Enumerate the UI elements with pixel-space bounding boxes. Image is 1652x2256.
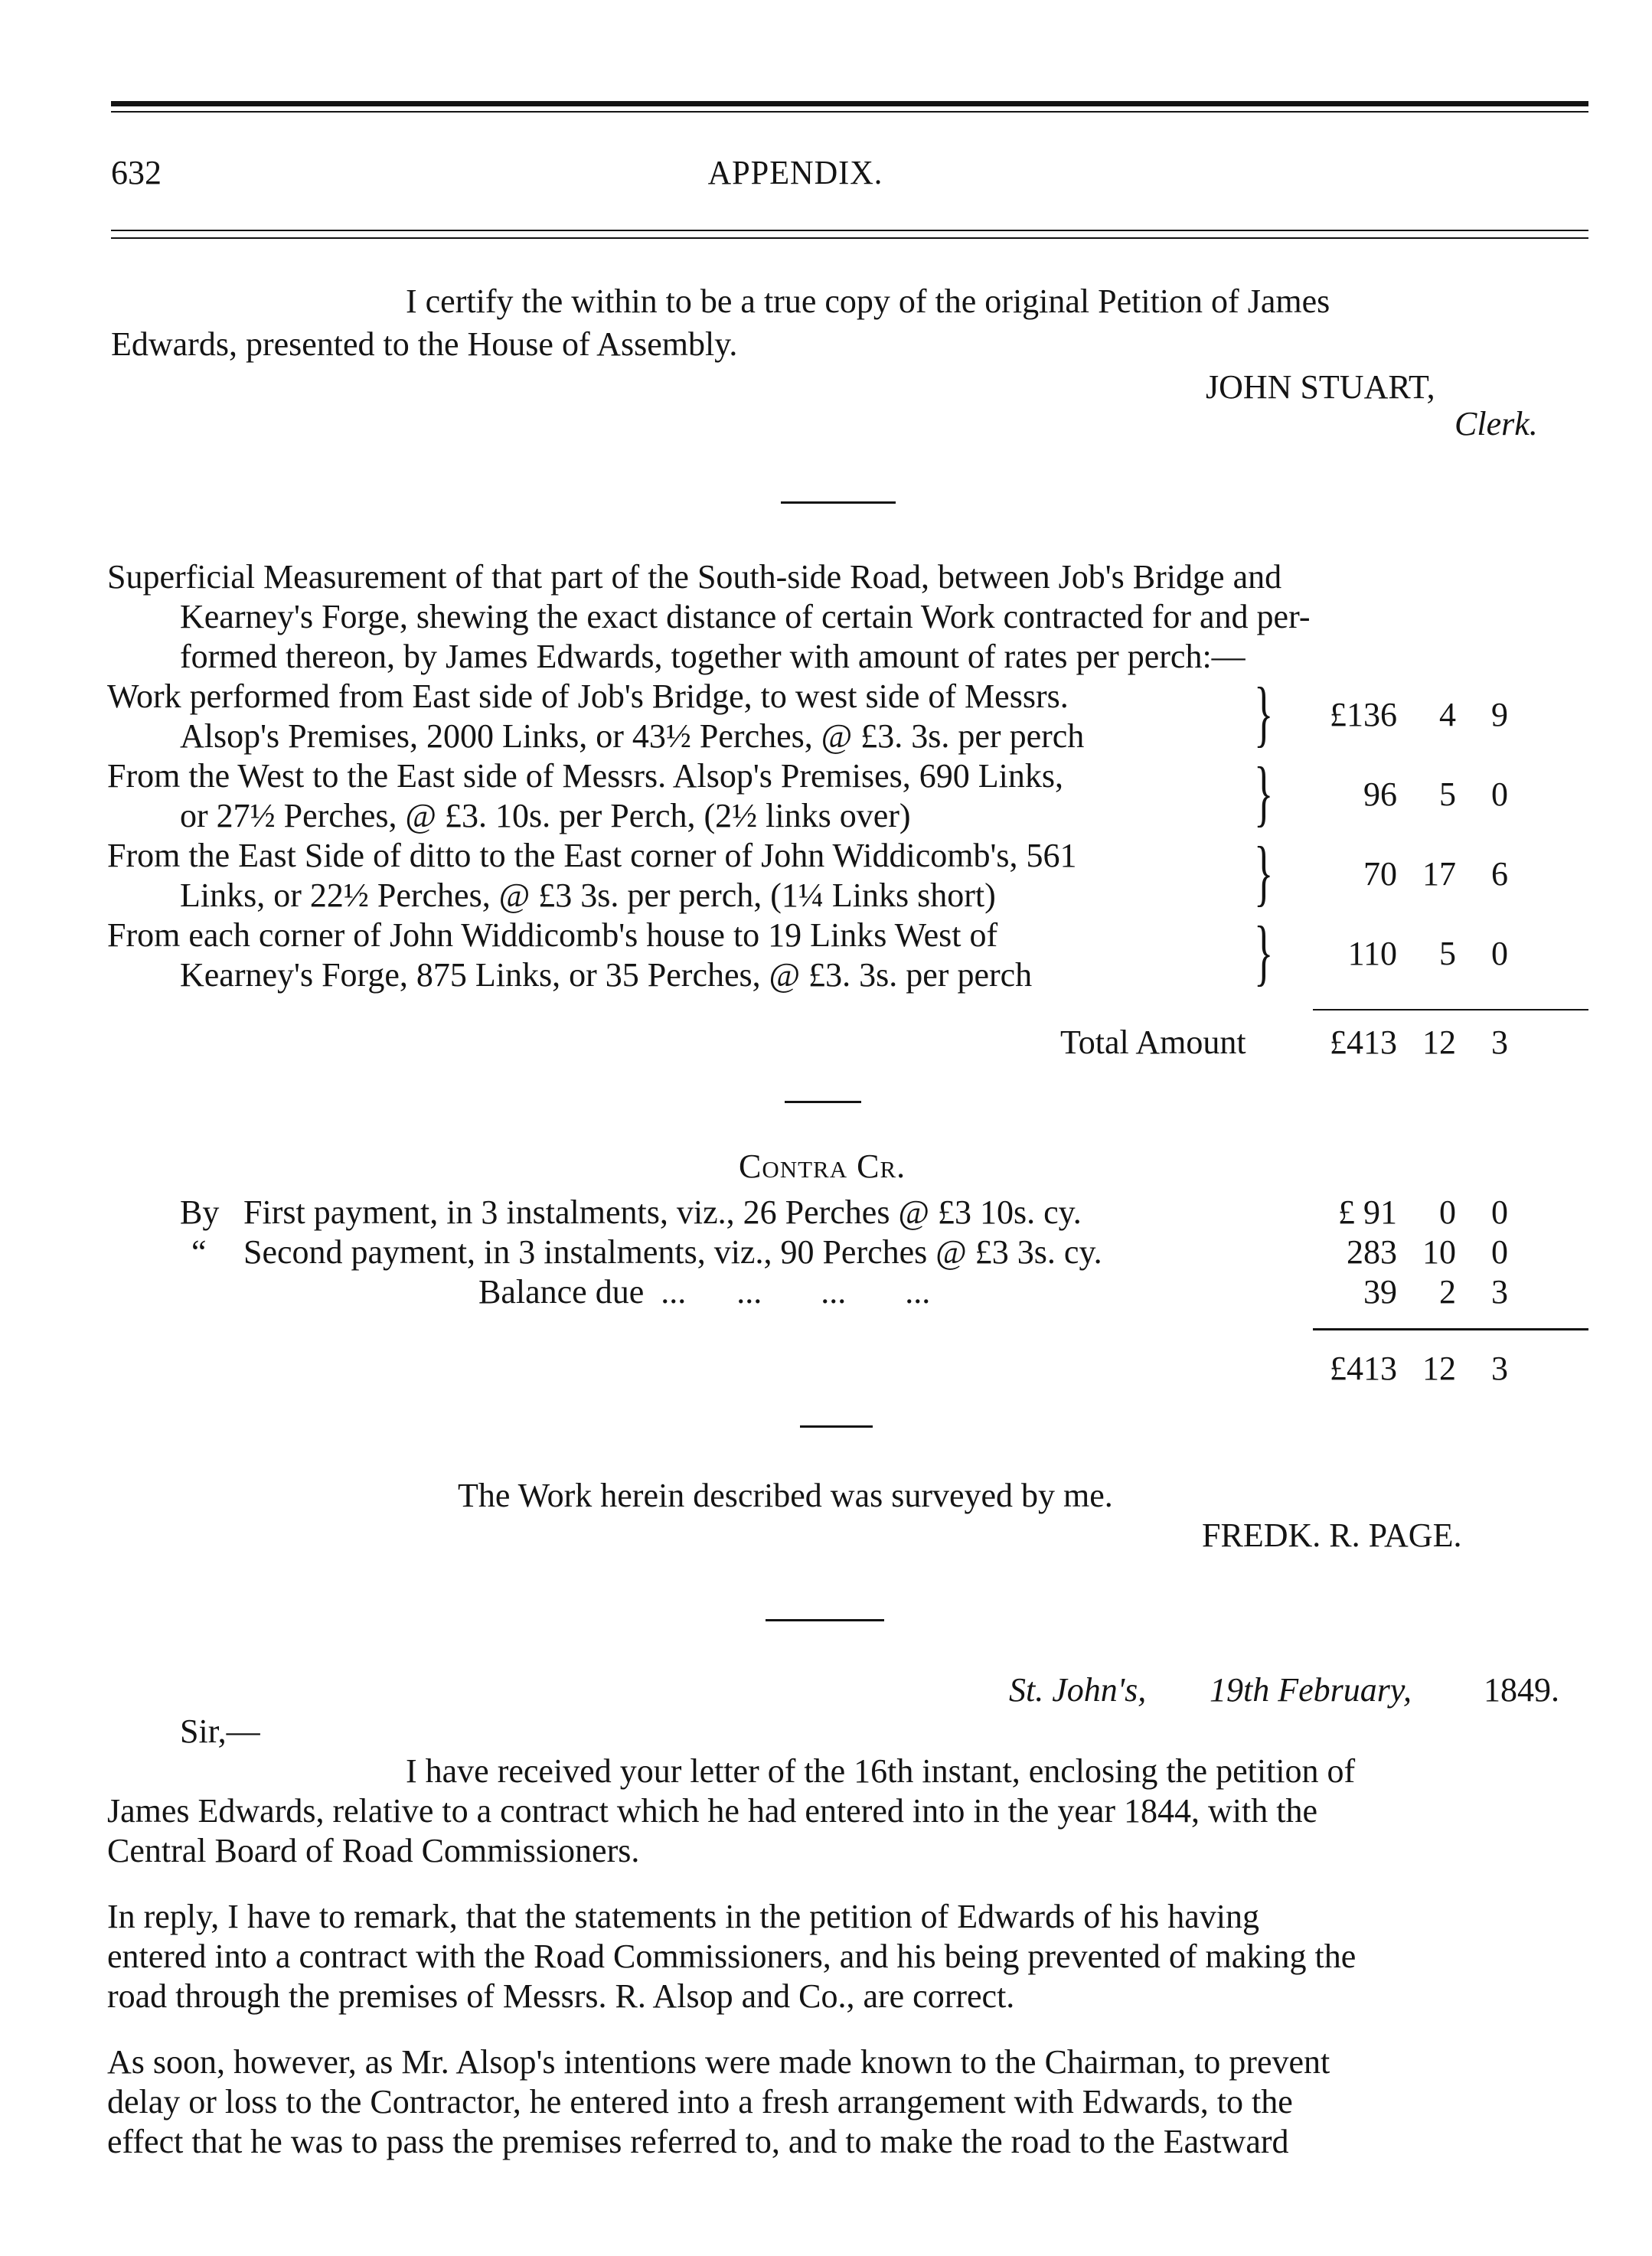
certificate-line-2: Edwards, presented to the House of Assembly. bbox=[111, 325, 738, 363]
contra-row-1-prefix: By bbox=[180, 1193, 220, 1231]
brace-4: } bbox=[1254, 911, 1274, 993]
measurement-intro-2: Kearney's Forge, shewing the exact distance of certain Work contracted for and per- bbox=[180, 598, 1311, 635]
letter-p3-line-2: delay or loss to the Contractor, he entered into a fresh arrangement with Edwards, to the bbox=[107, 2083, 1293, 2121]
total-pounds: £413 bbox=[1330, 1024, 1397, 1061]
measurement-intro-1: Superficial Measurement of that part of the South-side Road, between Job's Bridge and bbox=[107, 558, 1282, 596]
letter-p2-line-3: road through the premises of Messrs. R. Alsop and Co., are correct. bbox=[107, 1977, 1015, 2015]
letter-p3-line-3: effect that he was to pass the premises referred to, and to make the road to the Eastward bbox=[107, 2123, 1289, 2160]
separator-1 bbox=[781, 501, 896, 504]
page-number: 632 bbox=[111, 154, 162, 191]
total-amount-label: Total Amount bbox=[1060, 1024, 1246, 1061]
certificate-signer-title: Clerk. bbox=[1454, 405, 1538, 442]
letter-p2-line-2: entered into a contract with the Road Commissioners, and his being prevented of making the bbox=[107, 1938, 1357, 1975]
survey-statement: The Work herein described was surveyed by me. bbox=[458, 1477, 1113, 1514]
contra-row-2-prefix: “ bbox=[191, 1233, 207, 1271]
brace-3: } bbox=[1254, 831, 1274, 913]
contra-row-3-text: Balance due ... ... ... ... bbox=[478, 1273, 931, 1311]
item-3-pence: 6 bbox=[1491, 855, 1508, 893]
item-3-pounds: 70 bbox=[1363, 855, 1397, 893]
measurement-item-4-line-1: From each corner of John Widdicomb's house to 19 Links West of bbox=[107, 916, 998, 954]
letter-date: 19th February, bbox=[1210, 1671, 1412, 1709]
contra-row-3-shillings: 2 bbox=[1439, 1273, 1456, 1311]
separator-2 bbox=[785, 1101, 861, 1103]
item-2-pounds: 96 bbox=[1363, 775, 1397, 813]
contra-total-shillings: 12 bbox=[1422, 1350, 1456, 1387]
top-rule-thick bbox=[111, 101, 1588, 106]
measurement-item-4-line-2: Kearney's Forge, 875 Links, or 35 Perches, @ £3. 3s. per perch bbox=[180, 956, 1033, 994]
top-rule-thin bbox=[111, 111, 1588, 113]
letter-salutation: Sir,— bbox=[180, 1712, 260, 1750]
contra-total-rule bbox=[1313, 1328, 1588, 1330]
contra-row-2-text: Second payment, in 3 instalments, viz., 90 Perches @ £3 3s. cy. bbox=[243, 1233, 1102, 1271]
contra-row-3-pence: 3 bbox=[1491, 1273, 1508, 1311]
contra-row-1-pence: 0 bbox=[1491, 1193, 1508, 1231]
contra-row-1-shillings: 0 bbox=[1439, 1193, 1456, 1231]
item-2-shillings: 5 bbox=[1439, 775, 1456, 813]
certificate-signer: JOHN STUART, bbox=[1206, 368, 1435, 406]
measurement-item-2-line-1: From the West to the East side of Messrs. Alsop's Premises, 690 Links, bbox=[107, 757, 1063, 795]
survey-signer: FREDK. R. PAGE. bbox=[1202, 1517, 1462, 1554]
header-rule-1 bbox=[111, 230, 1588, 231]
item-4-shillings: 5 bbox=[1439, 935, 1456, 972]
item-1-pounds: £136 bbox=[1330, 696, 1397, 733]
letter-year: 1849. bbox=[1484, 1671, 1559, 1709]
measurement-item-3-line-1: From the East Side of ditto to the East corner of John Widdicomb's, 561 bbox=[107, 837, 1077, 874]
letter-p3-line-1: As soon, however, as Mr. Alsop's intentions were made known to the Chairman, to prevent bbox=[107, 2043, 1330, 2081]
certificate-line-1: I certify the within to be a true copy of the original Petition of James bbox=[406, 282, 1330, 320]
measurement-item-1-line-2: Alsop's Premises, 2000 Links, or 43½ Perches, @ £3. 3s. per perch bbox=[180, 717, 1085, 755]
running-title: APPENDIX. bbox=[707, 154, 883, 191]
separator-4 bbox=[766, 1619, 884, 1621]
contra-row-1-pounds: £ 91 bbox=[1338, 1193, 1397, 1231]
letter-p1-line-1: I have received your letter of the 16th instant, enclosing the petition of bbox=[406, 1752, 1356, 1790]
brace-2: } bbox=[1254, 752, 1274, 834]
letter-p2-line-1: In reply, I have to remark, that the statements in the petition of Edwards of his having bbox=[107, 1898, 1259, 1935]
separator-3 bbox=[800, 1425, 873, 1428]
item-1-pence: 9 bbox=[1491, 696, 1508, 733]
total-pence: 3 bbox=[1491, 1024, 1508, 1061]
header-rule-2 bbox=[111, 237, 1588, 239]
item-4-pounds: 110 bbox=[1347, 935, 1397, 972]
subtotal-rule bbox=[1313, 1009, 1588, 1010]
contra-row-3-pounds: 39 bbox=[1363, 1273, 1397, 1311]
measurement-item-3-line-2: Links, or 22½ Perches, @ £3 3s. per perch, (1¼ Links short) bbox=[180, 877, 996, 914]
letter-p1-line-2: James Edwards, relative to a contract which he had entered into in the year 1844, with the bbox=[107, 1792, 1318, 1830]
contra-row-2-shillings: 10 bbox=[1422, 1233, 1456, 1271]
contra-total-pence: 3 bbox=[1491, 1350, 1508, 1387]
letter-place: St. John's, bbox=[1009, 1671, 1147, 1709]
contra-row-1-text: First payment, in 3 instalments, viz., 26 Perches @ £3 10s. cy. bbox=[243, 1193, 1082, 1231]
letter-p1-line-3: Central Board of Road Commissioners. bbox=[107, 1832, 640, 1869]
total-shillings: 12 bbox=[1422, 1024, 1456, 1061]
item-2-pence: 0 bbox=[1491, 775, 1508, 813]
measurement-item-2-line-2: or 27½ Perches, @ £3. 10s. per Perch, (2½ links over) bbox=[180, 797, 911, 834]
contra-row-2-pence: 0 bbox=[1491, 1233, 1508, 1271]
item-4-pence: 0 bbox=[1491, 935, 1508, 972]
contra-total-pounds: £413 bbox=[1330, 1350, 1397, 1387]
contra-row-2-pounds: 283 bbox=[1347, 1233, 1397, 1271]
item-1-shillings: 4 bbox=[1439, 696, 1456, 733]
measurement-intro-3: formed thereon, by James Edwards, together with amount of rates per perch:— bbox=[180, 638, 1246, 675]
brace-1: } bbox=[1254, 672, 1274, 754]
contra-heading: Contra Cr. bbox=[739, 1148, 906, 1185]
measurement-item-1-line-1: Work performed from East side of Job's Bridge, to west side of Messrs. bbox=[107, 677, 1069, 715]
item-3-shillings: 17 bbox=[1422, 855, 1456, 893]
